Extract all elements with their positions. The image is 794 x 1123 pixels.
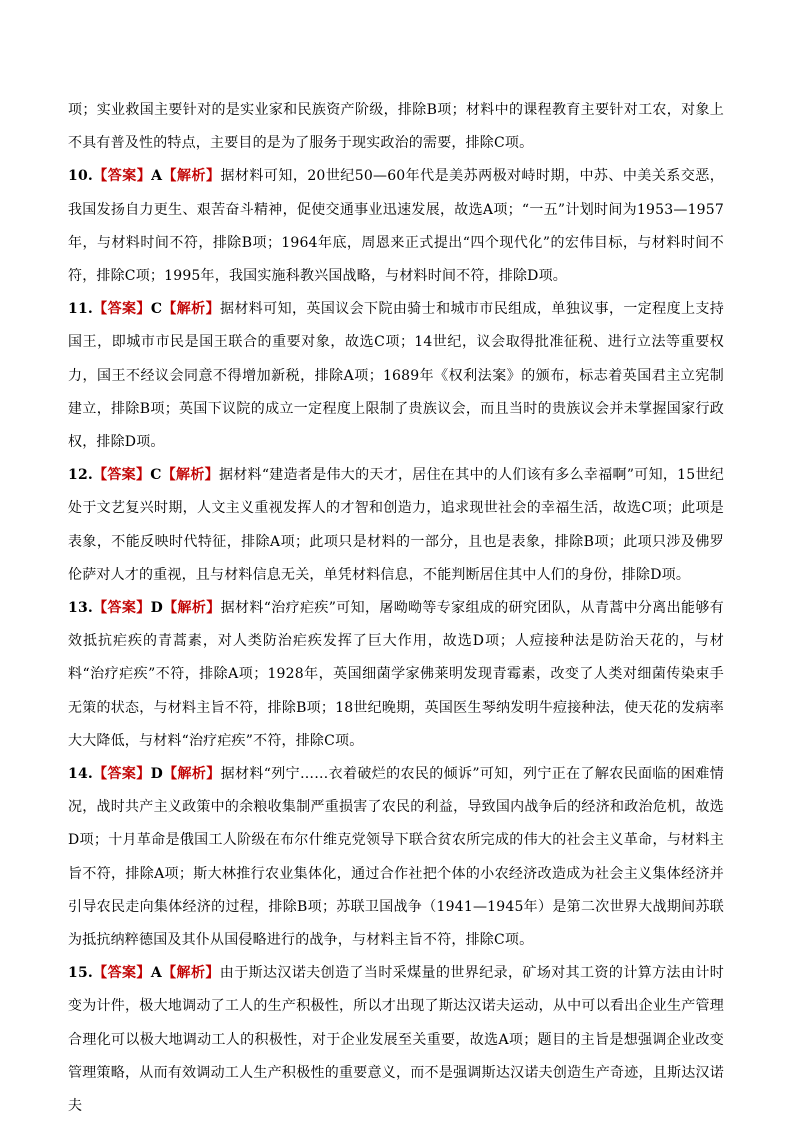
item-number: 10.: [68, 168, 93, 185]
answer-item-12: [68, 459, 724, 592]
analysis-tag: 【解析】: [162, 301, 220, 318]
analysis-tag: 【解析】: [162, 600, 221, 617]
item-number: 15.: [68, 965, 93, 982]
answer-letter: A: [150, 965, 162, 982]
answer-item-10: [68, 160, 724, 293]
item-number: 11.: [68, 301, 93, 318]
analysis-tag: 【解析】: [162, 766, 221, 783]
answer-item-11: [68, 293, 724, 459]
answer-letter: D: [150, 600, 163, 617]
analysis-text: 据材料“建造者是伟大的天才，居住在其中的人们该有多么幸福啊”可知，15世纪处于文艺复兴时期，人文主义重视发挥人的才智和创造力，追求现世社会的幸福生活，故选C项；此项是表象，不能反映时代特征，排除A项；此项只是材料的一部分，且也是表象，排除B项；此项只涉及佛罗伦萨对人才的重视，且与材料信息无关，单凭材料信息，不能判断居住其中人们的身份，排除D项。: [68, 467, 724, 583]
answer-tag: 【答案】: [92, 766, 151, 783]
answer-letter: C: [150, 467, 162, 484]
analysis-tag: 【解析】: [162, 168, 221, 185]
answer-tag: 【答案】: [92, 467, 151, 484]
item-number: 13.: [68, 600, 93, 617]
item-number: 12.: [68, 467, 93, 484]
answer-item-15: [68, 957, 724, 1123]
item-number: 14.: [68, 766, 93, 783]
paragraph-continuation: [68, 94, 724, 160]
analysis-text: 由于斯达汉诺夫创造了当时采煤量的世界纪录，矿场对其工资的计算方法由计时变为计件，极大地调动了工人的生产积极性，所以才出现了斯达汉诺夫运动，从中可以看出企业生产管理合理化可以极大地调动工人的积极性，对于企业发展至关重要，故选A项；题目的主旨是想强调企业改变管理策略，从而有效调动工人生产积极性的重要意义，而不是强调斯达汉诺夫创造生产奇迹，且斯达汉诺夫: [68, 965, 724, 1115]
answer-item-14: [68, 758, 724, 957]
answer-tag: 【答案】: [92, 168, 152, 185]
answer-item-13: [68, 592, 724, 758]
analysis-text: 据材料可知，20世纪50—60年代是美苏两极对峙时期，中苏、中美关系交恶，我国发扬自力更生、艰苦奋斗精神，促使交通事业迅速发展，故选A项；“一五”计划时间为1953—1957年，与材料时间不符，排除B项；1964年底，周恩来正式提出“四个现代化”的宏伟目标，与材料时间不符，排除C项；1995年，我国实施科教兴国战略，与材料时间不符，排除D项。: [68, 168, 724, 285]
answer-letter: C: [150, 301, 163, 318]
analysis-text: 据材料“治疗疟疾”可知，屠呦呦等专家组成的研究团队，从青蒿中分离出能够有效抵抗疟疾的青蒿素，对人类防治疟疾发挥了巨大作用，故选D项；人痘接种法是防治天花的，与材料“治疗疟疾”不符，排除A项；1928年，英国细菌学家佛莱明发现青霉素，改变了人类对细菌传染束手无策的状态，与材料主旨不符，排除B项；18世纪晚期，英国医生琴纳发明牛痘接种法，使天花的发病率大大降低，与材料“治疗疟疾”不符，排除C项。: [68, 600, 724, 749]
analysis-text: 据材料“列宁……衣着破烂的农民的倾诉”可知，列宁正在了解农民面临的困难情况，战时共产主义政策中的余粮收集制严重损害了农民的利益，导致国内战争后的经济和政治危机，故选D项；十月革命是俄国工人阶级在布尔什维克党领导下联合贫农所完成的伟大的社会主义革命，与材料主旨不符，排除A项；斯大林推行农业集体化，通过合作社把个体的小农经济改造成为社会主义集体经济并引导农民走向集体经济的过程，排除B项；苏联卫国战争（1941—1945年）是第二次世界大战期间苏联为抵抗纳粹德国及其仆从国侵略进行的战争，与材料主旨不符，排除C项。: [68, 766, 725, 949]
answer-tag: 【答案】: [92, 600, 151, 617]
analysis-tag: 【解析】: [161, 965, 220, 982]
analysis-text: 据材料可知，英国议会下院由骑士和城市市民组成，单独议事，一定程度上支持国王，即城市市民是国王联合的重要对象，故选C项；14世纪，议会取得批准征税、进行立法等重要权力，国王不经议会同意不得增加新税，排除A项；1689年《权利法案》的颁布，标志着英国君主立宪制建立，排除B项；英国下议院的成立一定程度上限制了贵族议会，而且当时的贵族议会并未掌握国家行政权，排除D项。: [68, 301, 725, 451]
paragraph-text: 项；实业救国主要针对的是实业家和民族资产阶级，排除B项；材料中的课程教育主要针对工农，对象上不具有普及性的特点，主要目的是为了服务于现实政治的需要，排除C项。: [68, 102, 724, 152]
answer-letter: A: [151, 168, 163, 185]
answer-letter: D: [150, 766, 163, 783]
answer-tag: 【答案】: [92, 965, 151, 982]
analysis-tag: 【解析】: [161, 467, 219, 484]
answer-tag: 【答案】: [92, 301, 151, 318]
